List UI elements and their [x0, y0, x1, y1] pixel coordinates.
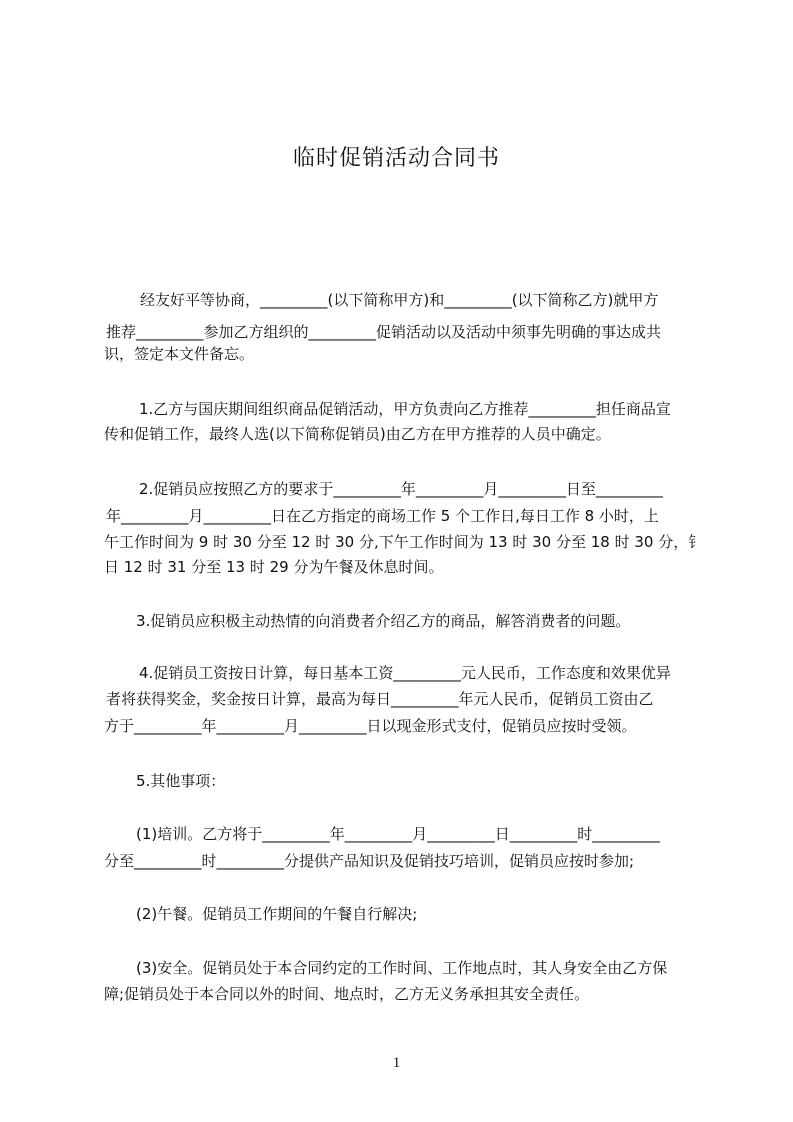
- clause-1-line-2: 传和促销工作，最终人选(以下简称促销员)由乙方在甲方推荐的人员中确定。: [104, 425, 611, 443]
- item-3-line-1: (3)安全。促销员处于本合同约定的工作时间、工作地点时，其人身安全由乙方保: [136, 959, 668, 977]
- intro-line-1: 经友好平等协商，_________(以下简称甲方)和_________(以下简称乙方)就甲方: [140, 291, 659, 309]
- clause-4-line-2: 者将获得奖金，奖金按日计算，最高为每日_________年元人民币，促销员工资由乙: [106, 690, 654, 708]
- item-2-line-1: (2)午餐。促销员工作期间的午餐自行解决;: [136, 905, 418, 923]
- item-3-line-2: 障;促销员处于本合同以外的时间、地点时，乙方无义务承担其安全责任。: [104, 985, 590, 1003]
- clause-3-line-1: 3.促销员应积极主动热情的向消费者介绍乙方的商品，解答消费者的问题。: [136, 612, 631, 630]
- intro-line-3: 识，签定本文件备忘。: [104, 345, 255, 363]
- item-1-line-2: 分至_________时_________分提供产品知识及促销技巧培训，促销员应按时参加;: [104, 852, 635, 870]
- clause-2-line-3: 午工作时间为 9 时 30 分至 12 时 30 分,下午工作时间为 13 时 30 分至 18 时 30 分，钅: [104, 533, 704, 551]
- clause-5-line-1: 5.其他事项：: [136, 772, 226, 790]
- clause-4-line-3: 方于_________年_________月_________日以现金形式支付，促销员应按时受领。: [104, 717, 637, 735]
- item-1-line-1: (1)培训。乙方将于_________年_________月_________日_________时_________: [136, 825, 660, 843]
- clause-2-line-2: 年_________月_________日在乙方指定的商场工作 5 个工作日,每日工作 8 小时，上: [106, 507, 659, 525]
- clause-1-line-1: 1.乙方与国庆期间组织商品促销活动，甲方负责向乙方推荐_________担任商品宣: [139, 400, 671, 418]
- intro-line-2: 推荐_________参加乙方组织的_________促销活动以及活动中须事先明确的事达成共: [106, 323, 662, 341]
- clause-2-line-4: 日 12 时 31 分至 13 时 29 分为午餐及休息时间。: [104, 558, 444, 576]
- clause-4-line-1: 4.促销员工资按日计算，每日基本工资_________元人民币，工作态度和效果优异: [139, 664, 671, 682]
- clause-2-line-1: 2.促销员应按照乙方的要求于_________年_________月_________日至_________: [139, 480, 664, 498]
- page-number: 1: [392, 1055, 401, 1071]
- document-title: 临时促销活动合同书: [292, 146, 500, 171]
